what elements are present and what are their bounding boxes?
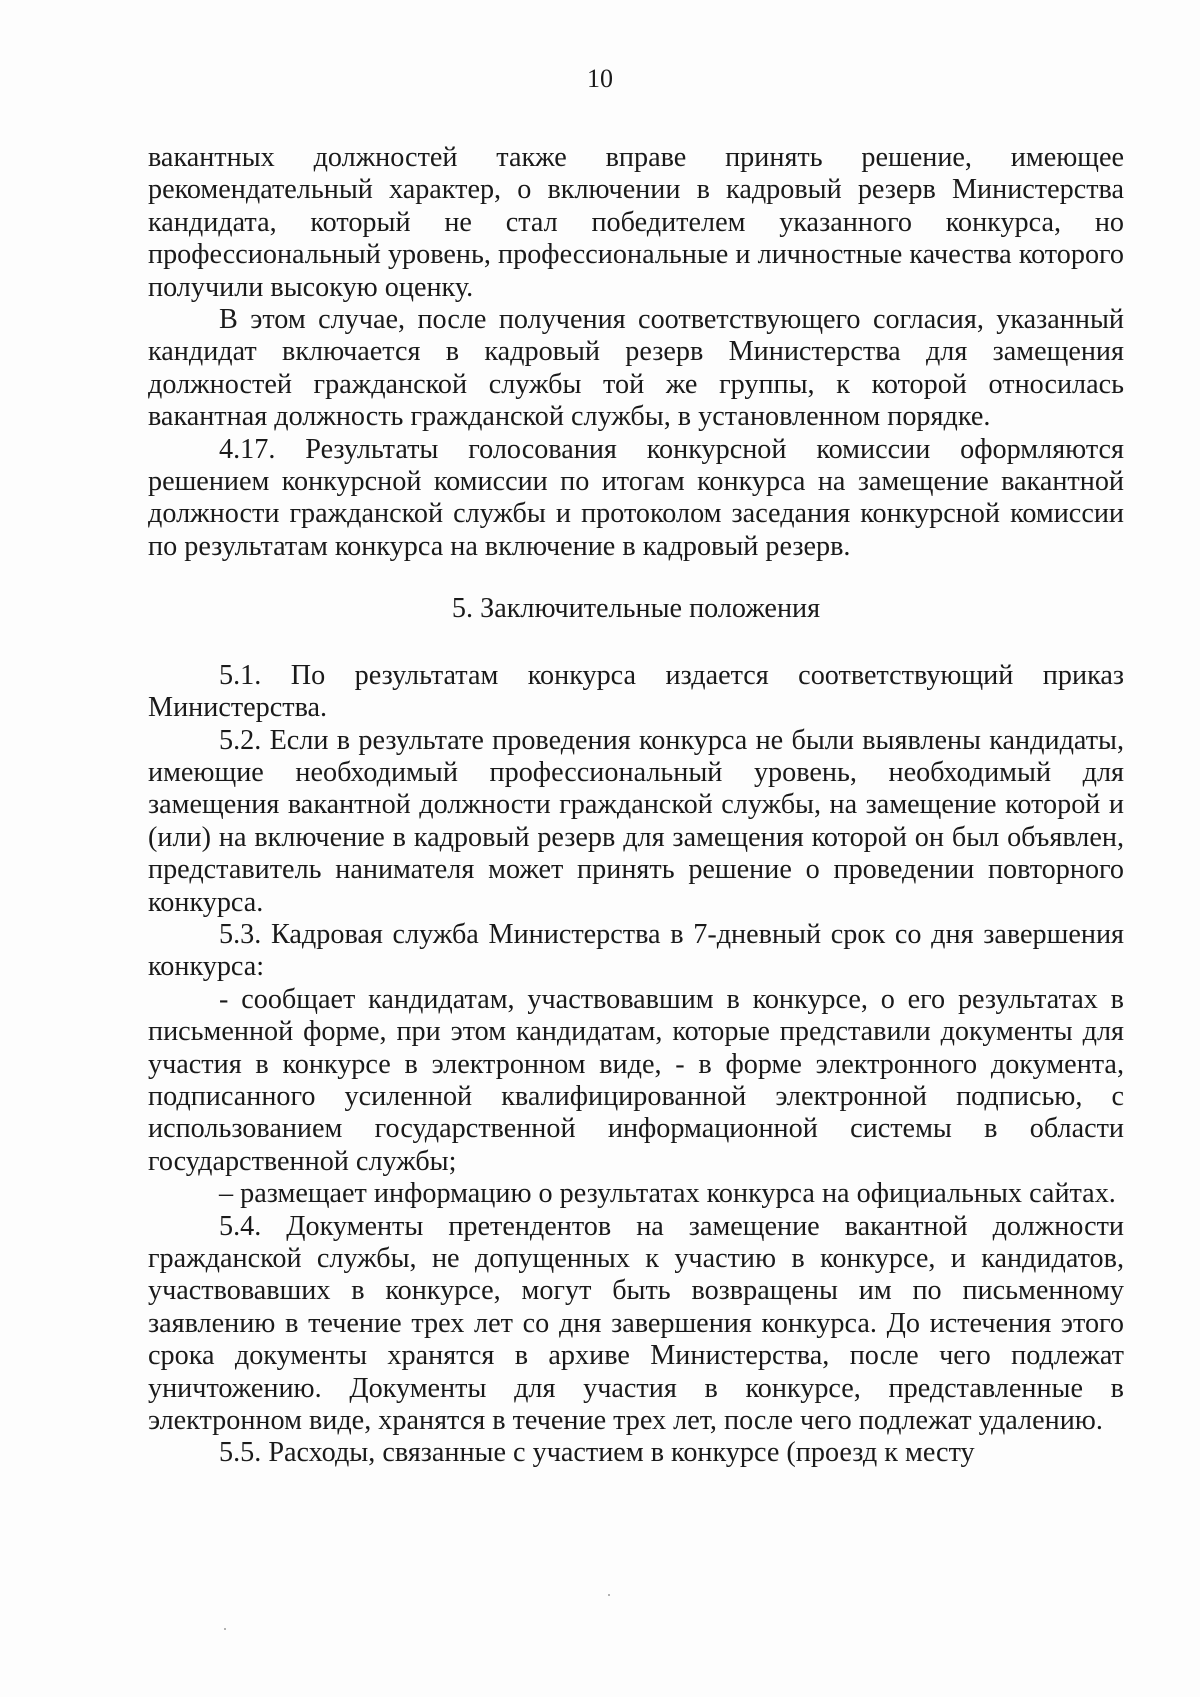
list-item-inform-candidates: - сообщает кандидатам, участвовавшим в конкурсе, о его результатах в письменной форме, при этом кандидатам, которые представили документы для участия в конкурсе в электронном виде, - в форме электронного документа, подписанного усиленной квалифицированной электронной подписью, с использованием государственной информационной системы в области государственной службы; <box>148 983 1124 1177</box>
paragraph-4-17: 4.17. Результаты голосования конкурсной комиссии оформляются решением конкурсной комиссии по итогам конкурса на замещение вакантной должности гражданской службы и протоколом заседания конкурсной комиссии по результатам конкурса на включение в кадровый резерв. <box>148 433 1124 562</box>
paragraph-5-4: 5.4. Документы претендентов на замещение вакантной должности гражданской службы, не допущенных к участию в конкурсе, и кандидатов, участвовавших в конкурсе, могут быть возвращены им по письменному заявлению в течение трех лет со дня завершения конкурса. До истечения этого срока документы хранятся в архиве Министерства, после чего подлежат уничтожению. Документы для участия в конкурсе, представленные в электронном виде, хранятся в течение трех лет, после чего подлежат удалению. <box>148 1210 1124 1437</box>
scan-speck <box>224 1628 226 1630</box>
paragraph-5-3: 5.3. Кадровая служба Министерства в 7-дневный срок со дня завершения конкурса: <box>148 918 1124 983</box>
paragraph-5-1: 5.1. По результатам конкурса издается соответствующий приказ Министерства. <box>148 659 1124 724</box>
paragraph-5-2: 5.2. Если в результате проведения конкурса не были выявлены кандидаты, имеющие необходимый профессиональный уровень, необходимый для замещения вакантной должности гражданской службы, на замещение которой и (или) на включение в кадровый резерв для замещения которой он был объявлен, представитель нанимателя может принять решение о проведении повторного конкурса. <box>148 724 1124 918</box>
list-item-publish-results: – размещает информацию о результатах конкурса на официальных сайтах. <box>219 1178 1116 1210</box>
scan-speck <box>608 1594 610 1596</box>
paragraph-5-5: 5.5. Расходы, связанные с участием в конкурсе (проезд к месту <box>219 1437 975 1469</box>
paragraph-continuation: вакантных должностей также вправе принять решение, имеющее рекомендательный характер, о включении в кадровый резерв Министерства кандидата, который не стал победителем указанного конкурса, но профессиональный уровень, профессиональные и личностные качества которого получили высокую оценку. <box>148 142 1124 303</box>
page-number: 10 <box>587 64 613 93</box>
document-body <box>148 142 1124 1470</box>
section-heading: 5. Заключительные положения <box>451 593 821 625</box>
paragraph-consent: В этом случае, после получения соответствующего согласия, указанный кандидат включается в кадровый резерв Министерства для замещения должностей гражданской службы той же группы, к которой относилась вакантная должность гражданской службы, в установленном порядке. <box>148 304 1124 433</box>
